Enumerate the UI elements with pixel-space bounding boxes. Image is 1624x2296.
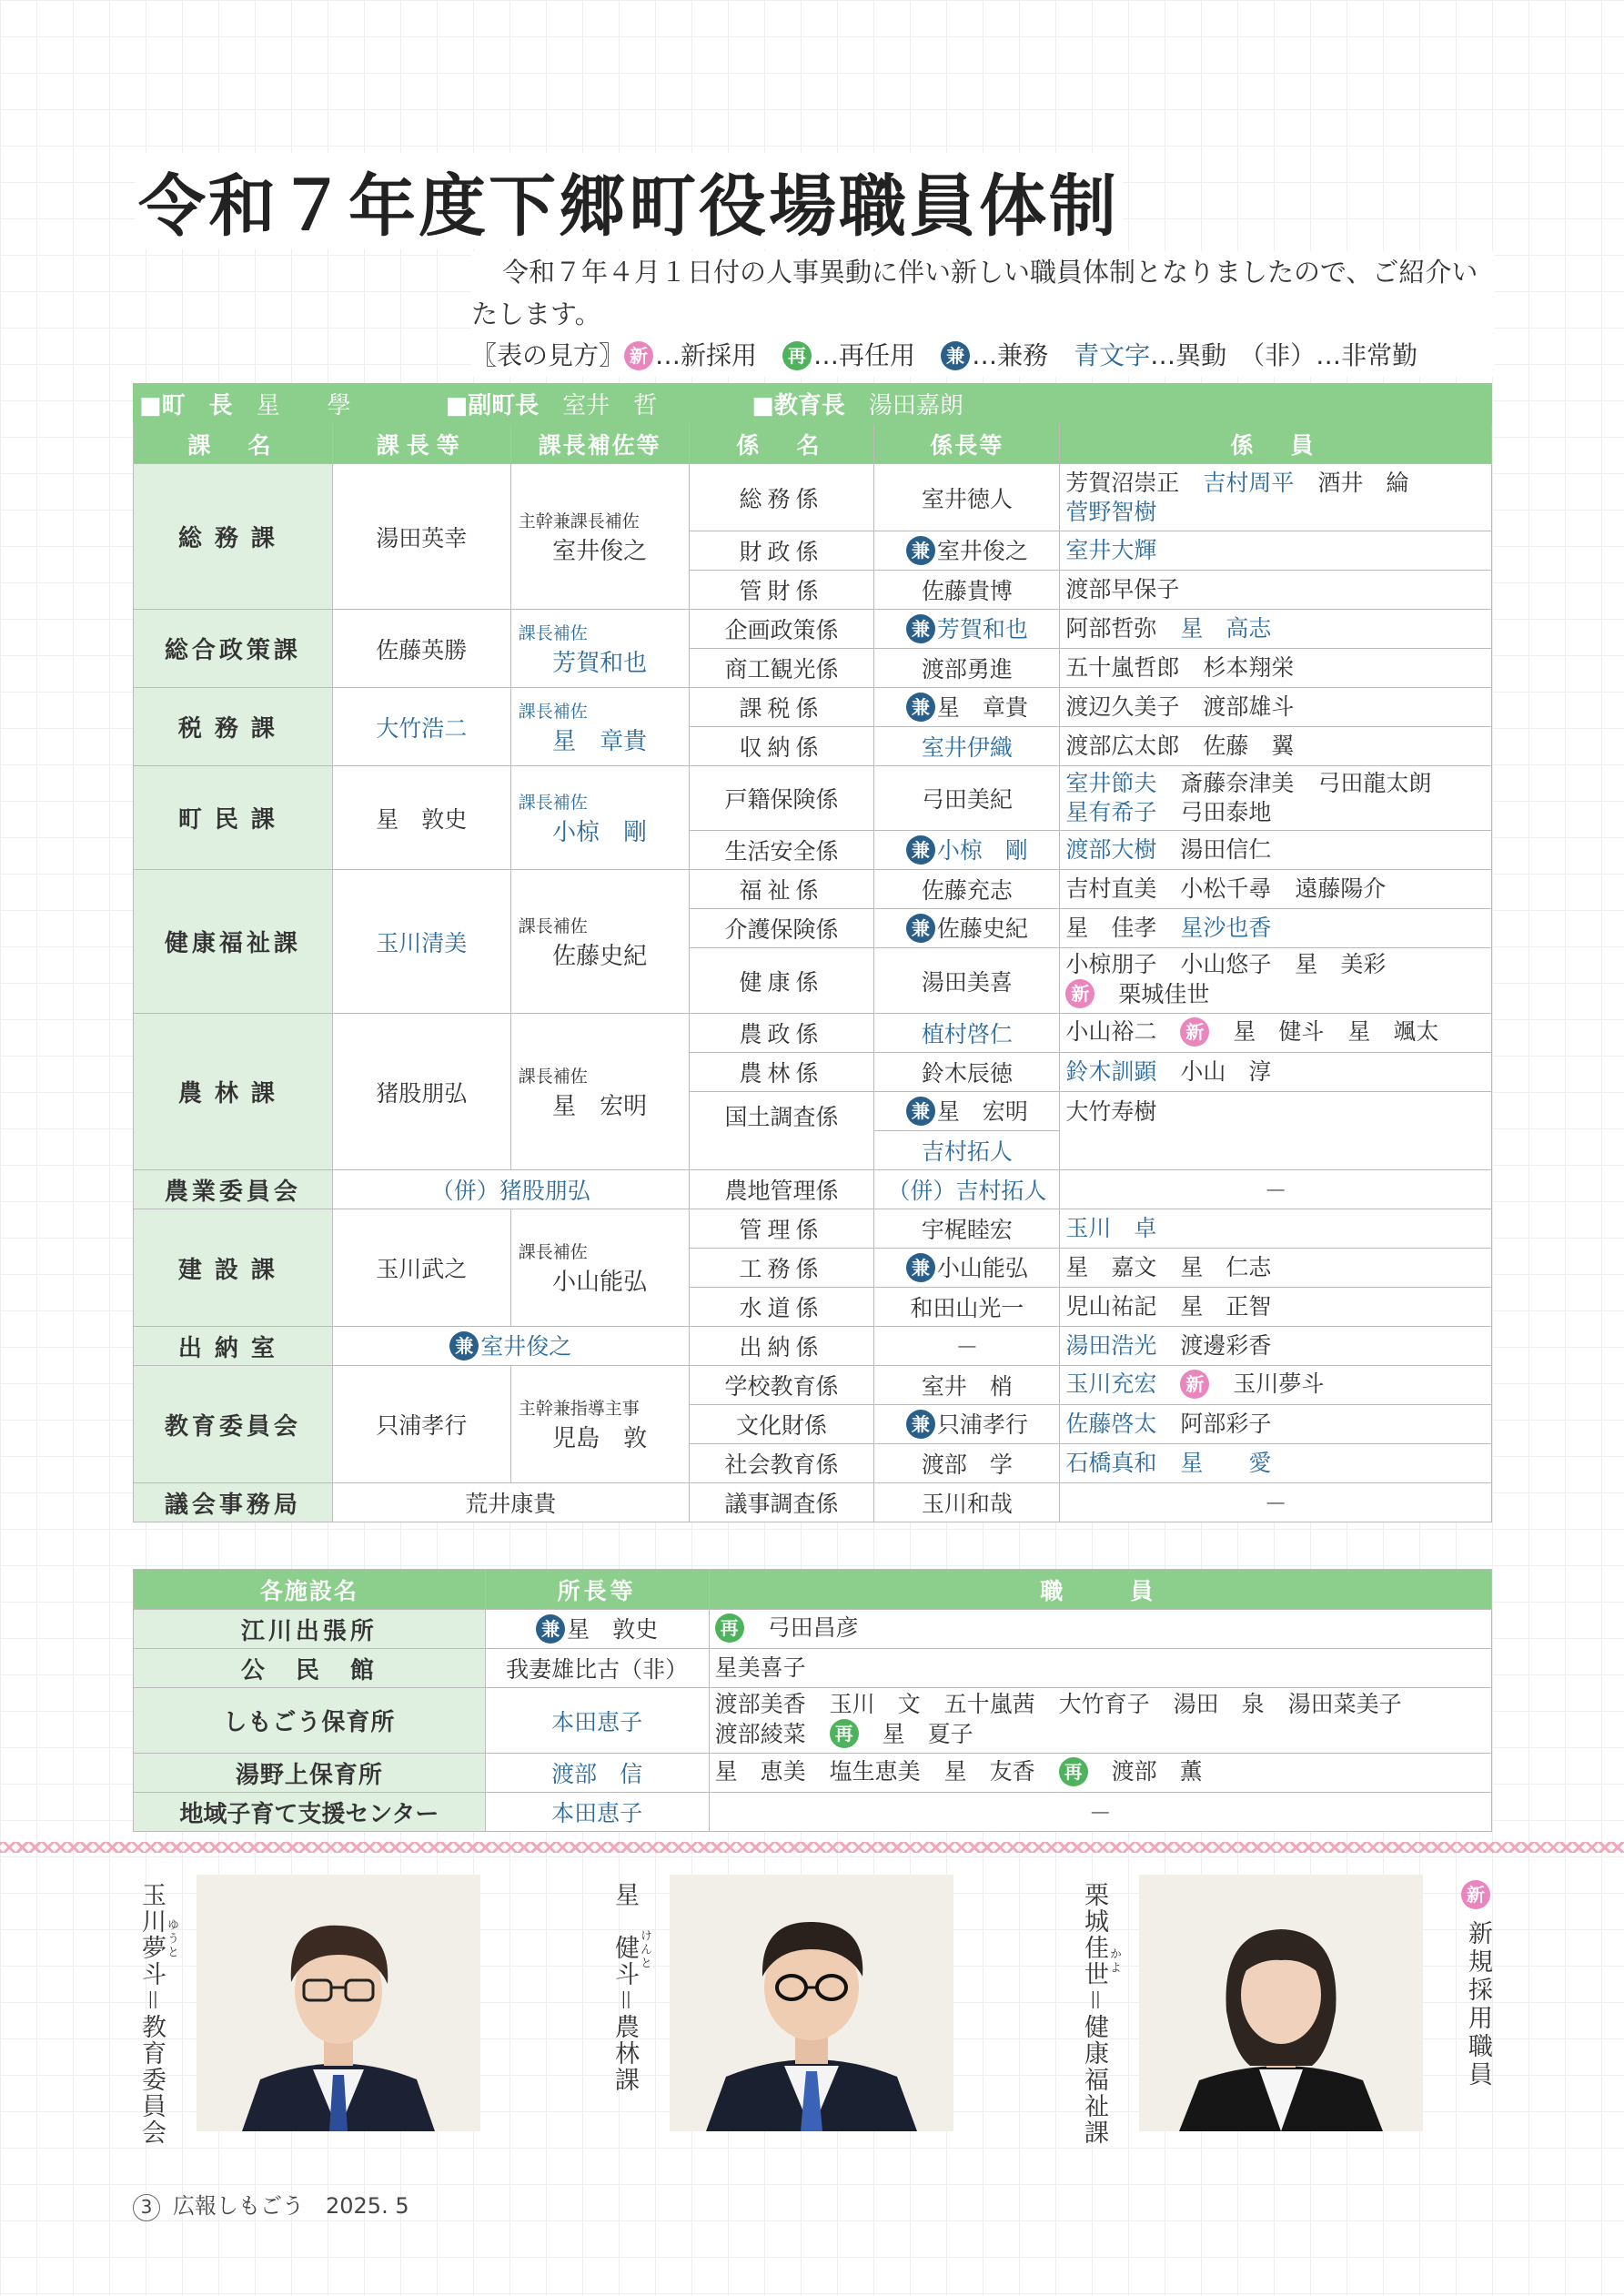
dept-cell: 農林課 <box>134 1014 333 1170</box>
assistant-name: 星 章貴 <box>552 727 648 755</box>
member: 菅野智樹 <box>1065 498 1157 525</box>
members-cell <box>1060 870 1492 909</box>
member: 渡邊彩香 <box>1180 1332 1272 1359</box>
section-chief-cell: 室井徳人 <box>874 464 1060 531</box>
section-cell: 農地管理係 <box>689 1170 874 1209</box>
section-cell: 管財係 <box>689 571 874 610</box>
member: 吉村直美 <box>1065 875 1157 902</box>
section-cell: 農林係 <box>689 1053 874 1092</box>
section-chief-cell: 渡部 学 <box>874 1444 1060 1483</box>
superintendent-name: 湯田嘉朗 <box>868 392 963 420</box>
assistant-cell <box>510 610 689 688</box>
assistant-title: 主幹兼課長補佐 <box>518 511 640 531</box>
chief-cell: 湯田英幸 <box>332 464 510 610</box>
member: 星美喜子 <box>714 1654 806 1681</box>
member: 弓田泰地 <box>1180 799 1272 825</box>
members-cell <box>1060 1288 1492 1327</box>
member: 芳賀沼崇正 <box>1065 469 1180 496</box>
section-cell: 課税係 <box>689 688 874 727</box>
section-chief-cell <box>874 688 1060 727</box>
section-chief-cell <box>874 1405 1060 1444</box>
chief-cell: （併）猪股朋弘 <box>332 1170 689 1209</box>
vice-mayor-name: 室井 哲 <box>562 392 658 420</box>
section-cell: 財政係 <box>689 531 874 571</box>
chief-name: 室井俊之 <box>480 1332 572 1360</box>
table-header <box>134 424 1492 464</box>
assistant-name: 児島 敦 <box>552 1425 648 1452</box>
section-chief-cell: 佐藤貴博 <box>874 571 1060 610</box>
member: 渡部大樹 <box>1065 836 1157 863</box>
concurrent-badge-icon: 兼 <box>449 1331 479 1360</box>
members-cell <box>1060 571 1492 610</box>
member: 小松千尋 <box>1180 875 1272 902</box>
header-section: 係 名 <box>689 424 874 464</box>
assistant-title: 課長補佐 <box>518 792 588 813</box>
member: 渡部綾菜 <box>714 1720 806 1747</box>
member: 星 佳孝 <box>1065 915 1157 941</box>
facility-name: 地域子育て支援センター <box>134 1793 486 1832</box>
member: 湯田浩光 <box>1065 1332 1157 1359</box>
table-row <box>134 1649 1492 1688</box>
member: 玉川夢斗 <box>1233 1371 1325 1397</box>
facility-name: 公 民 館 <box>134 1649 486 1688</box>
section-chief-cell: 和田山光一 <box>874 1288 1060 1327</box>
section-chief-cell <box>874 610 1060 649</box>
member: 湯田菜美子 <box>1287 1691 1402 1717</box>
caption-text: 玉川夢斗＝教育委員会 <box>137 1882 166 2146</box>
assistant-name: 室井俊之 <box>552 537 648 565</box>
section-chief-cell <box>874 1092 1060 1131</box>
assistant-name: 芳賀和也 <box>552 649 648 677</box>
dept-cell: 税務課 <box>134 688 333 766</box>
section-chief-cell: 玉川和哉 <box>874 1483 1060 1522</box>
ruby-text: けんと <box>638 1929 651 1970</box>
member: 玉川充宏 <box>1065 1371 1157 1397</box>
legend-new: …新採用 <box>655 340 758 370</box>
members-cell <box>1060 1366 1492 1405</box>
member: 渡部早保子 <box>1065 576 1180 602</box>
new-badge-icon: 新 <box>1180 1370 1209 1399</box>
new-badge-icon: 新 <box>624 341 653 370</box>
facility-head: 本田恵子 <box>485 1688 709 1754</box>
header-section-chief: 係長等 <box>874 424 1060 464</box>
members-cell <box>1060 688 1492 727</box>
members-cell <box>1060 531 1492 571</box>
members-cell <box>1060 649 1492 688</box>
member: 鈴木訓顕 <box>1065 1058 1157 1085</box>
members-cell: － <box>1060 1483 1492 1522</box>
member: 湯田 泉 <box>1173 1691 1265 1717</box>
rehire-badge-icon: 再 <box>715 1613 744 1643</box>
page-number: 3 <box>133 2194 160 2221</box>
section-cell: 水道係 <box>689 1288 874 1327</box>
member: 星 正智 <box>1180 1293 1272 1320</box>
section-cell: 議事調査係 <box>689 1483 874 1522</box>
members-cell <box>1060 909 1492 948</box>
new-badge-icon: 新 <box>1065 979 1094 1008</box>
intro <box>471 251 1495 377</box>
table-row <box>134 1209 1492 1249</box>
members-cell <box>1060 1327 1492 1366</box>
head-name: 星 敦史 <box>567 1615 659 1643</box>
section-cell: 商工観光係 <box>689 649 874 688</box>
members-cell <box>1060 948 1492 1014</box>
chief-name: 小椋 剛 <box>936 836 1028 864</box>
staff-ruby-3 <box>1106 1947 1121 1975</box>
members-cell: － <box>1060 1170 1492 1209</box>
table-row <box>134 870 1492 909</box>
section-cell: 福祉係 <box>689 870 874 909</box>
member: 湯田信仁 <box>1180 836 1272 863</box>
assistant-title: 主幹兼指導主事 <box>518 1399 640 1419</box>
chief-cell: 玉川清美 <box>332 870 510 1014</box>
section-chief-cell: 室井 梢 <box>874 1366 1060 1405</box>
chief-cell: 星 敦史 <box>332 766 510 870</box>
table-row <box>134 1366 1492 1405</box>
assistant-cell <box>510 464 689 610</box>
page-title: 令和７年度下郷町役場職員体制 <box>135 153 1123 249</box>
header-members: 係 員 <box>1060 424 1492 464</box>
chief-name: 室井俊之 <box>936 537 1028 564</box>
chief-cell: 佐藤英勝 <box>332 610 510 688</box>
footer <box>133 2188 409 2221</box>
assistant-name: 佐藤史紀 <box>552 942 648 970</box>
section-cell: 社会教育係 <box>689 1444 874 1483</box>
dept-cell: 町民課 <box>134 766 333 870</box>
table-row <box>134 1610 1492 1649</box>
section-cell: 健康係 <box>689 948 874 1014</box>
member: 星有希子 <box>1065 799 1157 825</box>
section-chief-cell <box>874 831 1060 870</box>
section-chief-cell: 鈴木辰徳 <box>874 1053 1060 1092</box>
assistant-cell <box>510 870 689 1014</box>
member: 五十嵐茜 <box>943 1691 1035 1717</box>
member: 佐藤啓太 <box>1065 1411 1157 1437</box>
assistant-title: 課長補佐 <box>518 915 588 936</box>
vice-mayor-label: ■副町長 <box>445 392 540 420</box>
section-cell: 工務係 <box>689 1249 874 1288</box>
member: 児山祐記 <box>1065 1293 1157 1320</box>
member: 星 愛 <box>1180 1450 1272 1476</box>
table-row <box>134 610 1492 649</box>
concurrent-badge-icon: 兼 <box>906 536 935 565</box>
assistant-title: 課長補佐 <box>518 1242 588 1262</box>
rehire-badge-icon: 再 <box>1059 1757 1088 1786</box>
table-row <box>134 1483 1492 1522</box>
person-photo-icon <box>197 1875 480 2131</box>
staff-photo-3 <box>1139 1875 1423 2131</box>
facilities-table <box>133 1569 1492 1832</box>
member: 星 高志 <box>1180 615 1272 642</box>
new-staff-caption-badge <box>1461 1880 1492 1912</box>
assistant-cell <box>510 1366 689 1483</box>
person-photo-icon <box>1139 1875 1423 2131</box>
member: 杉本翔栄 <box>1203 654 1295 681</box>
assistant-name: 小椋 剛 <box>552 818 648 846</box>
section-cell: 企画政策係 <box>689 610 874 649</box>
new-badge-icon: 新 <box>1180 1017 1209 1047</box>
chief-name: 佐藤史紀 <box>936 915 1028 942</box>
chief-cell: 荒井康貴 <box>332 1483 689 1522</box>
member: 弓田龍太朗 <box>1317 770 1432 796</box>
dept-cell: 教育委員会 <box>134 1366 333 1483</box>
members-cell <box>1060 1249 1492 1288</box>
dept-cell: 健康福祉課 <box>134 870 333 1014</box>
members-cell <box>1060 1053 1492 1092</box>
header-chief: 課長等 <box>332 424 510 464</box>
member: 室井節夫 <box>1065 770 1157 796</box>
members-cell <box>1060 766 1492 831</box>
dept-cell: 総合政策課 <box>134 610 333 688</box>
concurrent-badge-icon: 兼 <box>941 341 970 370</box>
header-head: 所長等 <box>485 1570 709 1610</box>
member: 渡部雄斗 <box>1203 693 1295 720</box>
member: 渡部美香 <box>714 1691 806 1717</box>
section-cell: 生活安全係 <box>689 831 874 870</box>
section-cell: 総務係 <box>689 464 874 531</box>
legend <box>471 335 1495 377</box>
header-assistant: 課長補佐等 <box>510 424 689 464</box>
assistant-name: 小山能弘 <box>552 1269 648 1296</box>
chief-cell: 猪股朋弘 <box>332 1014 510 1170</box>
facility-staff <box>709 1754 1491 1793</box>
section-cell: 戸籍保険係 <box>689 766 874 831</box>
ruby-text: ゆうと <box>165 1918 178 1959</box>
section-chief-cell: 佐藤充志 <box>874 870 1060 909</box>
mayor-name: 星 學 <box>256 392 351 420</box>
facility-head <box>485 1610 709 1649</box>
section-cell: 介護保険係 <box>689 909 874 948</box>
facility-staff <box>709 1610 1491 1649</box>
chief-cell: 只浦孝行 <box>332 1366 510 1483</box>
table-row <box>134 464 1492 531</box>
member: 玉川 卓 <box>1065 1215 1157 1241</box>
chief-cell: 玉川武之 <box>332 1209 510 1327</box>
assistant-title: 課長補佐 <box>518 622 588 643</box>
dept-cell: 建設課 <box>134 1209 333 1327</box>
header-dept: 課 名 <box>134 424 333 464</box>
member: 星 嘉文 <box>1065 1254 1157 1280</box>
member: 渡辺久美子 <box>1065 693 1180 720</box>
members-cell <box>1060 464 1492 531</box>
assistant-name: 星 宏明 <box>552 1092 648 1120</box>
member: 星 恵美 <box>714 1758 806 1785</box>
zigzag-divider <box>0 1842 1624 1853</box>
chief-name: 小山能弘 <box>936 1254 1028 1281</box>
staff-caption-3 <box>1079 1882 1108 2146</box>
caption-text: 星 健斗＝農林課 <box>610 1882 639 2093</box>
assistant-cell <box>510 688 689 766</box>
member: 星 仁志 <box>1180 1254 1272 1280</box>
members-cell <box>1060 1092 1492 1170</box>
legend-concurrent: …兼務 <box>972 340 1049 370</box>
facility-name: 江川出張所 <box>134 1610 486 1649</box>
section-chief-cell: 湯田美喜 <box>874 948 1060 1014</box>
section-chief-cell <box>874 531 1060 571</box>
section-chief-cell: 室井伊織 <box>874 727 1060 766</box>
header-facility: 各施設名 <box>134 1570 486 1610</box>
concurrent-badge-icon: 兼 <box>906 914 935 943</box>
members-cell <box>1060 1209 1492 1249</box>
staff-photo-2 <box>670 1875 953 2131</box>
members-cell <box>1060 610 1492 649</box>
section-cell: 文化財係 <box>689 1405 874 1444</box>
section-chief-cell: 吉村拓人 <box>874 1131 1060 1170</box>
section-cell: 出納係 <box>689 1327 874 1366</box>
member: 渡部 薫 <box>1111 1758 1203 1785</box>
chief-name: 星 章貴 <box>936 693 1028 721</box>
legend-parttime: （非）…非常勤 <box>1252 340 1418 370</box>
staff-caption-2 <box>610 1882 639 2093</box>
table-row <box>134 1170 1492 1209</box>
assistant-cell <box>510 1209 689 1327</box>
rehire-badge-icon: 再 <box>830 1719 859 1748</box>
member: 星 健斗 <box>1233 1018 1325 1045</box>
concurrent-badge-icon: 兼 <box>906 1253 935 1282</box>
members-cell <box>1060 1444 1492 1483</box>
member: 大竹寿樹 <box>1065 1098 1157 1125</box>
legend-blue: 青文字 <box>1074 340 1151 370</box>
leadership-row <box>134 384 1492 424</box>
section-cell: 農政係 <box>689 1014 874 1053</box>
member: 石橋真和 <box>1065 1450 1157 1476</box>
table-row <box>134 688 1492 727</box>
dept-cell: 出納室 <box>134 1327 333 1366</box>
legend-move: …異動 <box>1150 340 1227 370</box>
table-row <box>134 766 1492 831</box>
section-chief-cell: 宇梶睦宏 <box>874 1209 1060 1249</box>
member: 吉村周平 <box>1203 469 1295 496</box>
member: 阿部哲弥 <box>1065 615 1157 642</box>
members-cell <box>1060 1405 1492 1444</box>
ruby-text: かよ <box>1107 1947 1121 1975</box>
member: 小椋朋子 <box>1065 951 1157 977</box>
member: 星 美彩 <box>1295 951 1387 977</box>
section-chief-cell <box>874 1249 1060 1288</box>
chief-cell <box>332 1327 689 1366</box>
chief-name: 只浦孝行 <box>936 1411 1028 1438</box>
footer-text: 広報しもごう 2025. 5 <box>173 2193 409 2219</box>
facility-staff <box>709 1649 1491 1688</box>
section-chief-cell <box>874 909 1060 948</box>
header-staff: 職 員 <box>709 1570 1491 1610</box>
facility-head: 渡部 信 <box>485 1754 709 1793</box>
assistant-cell <box>510 1014 689 1170</box>
concurrent-badge-icon: 兼 <box>906 693 935 722</box>
member: 栗城佳世 <box>1118 980 1210 1007</box>
member: 大竹育子 <box>1058 1691 1150 1717</box>
legend-rehire: …再任用 <box>813 340 916 370</box>
member: 佐藤 翼 <box>1203 733 1295 759</box>
section-chief-cell: － <box>874 1327 1060 1366</box>
member: 阿部彩子 <box>1180 1411 1272 1437</box>
assistant-title: 課長補佐 <box>518 701 588 722</box>
legend-open: 〖表の見方〗 <box>471 340 625 370</box>
section-chief-cell: 植村啓仁 <box>874 1014 1060 1053</box>
member: 渡部広太郎 <box>1065 733 1180 759</box>
members-cell <box>1060 1014 1492 1053</box>
facility-name: しもごう保育所 <box>134 1688 486 1754</box>
member: 玉川 文 <box>829 1691 921 1717</box>
person-photo-icon <box>670 1875 953 2131</box>
member: 星 友香 <box>943 1758 1035 1785</box>
member: 遠藤陽介 <box>1295 875 1387 902</box>
new-staff-caption <box>1463 1920 1492 2089</box>
dept-cell: 議会事務局 <box>134 1483 333 1522</box>
member: 星 颯太 <box>1347 1018 1439 1045</box>
facility-head: 我妻雄比古（非） <box>485 1649 709 1688</box>
staff-table <box>133 383 1492 1522</box>
table-row <box>134 1327 1492 1366</box>
section-cell: 管理係 <box>689 1209 874 1249</box>
section-cell: 国土調査係 <box>689 1092 874 1170</box>
facility-name: 湯野上保育所 <box>134 1754 486 1793</box>
table-row <box>134 1754 1492 1793</box>
section-chief-cell: （併）吉村拓人 <box>874 1170 1060 1209</box>
assistant-title: 課長補佐 <box>518 1066 588 1087</box>
mayor-label: ■町 長 <box>139 392 233 420</box>
section-chief-cell: 弓田美紀 <box>874 766 1060 831</box>
member: 小山 淳 <box>1180 1058 1272 1085</box>
member: 塩生恵美 <box>829 1758 921 1785</box>
member: 星 夏子 <box>882 1720 973 1747</box>
concurrent-badge-icon: 兼 <box>906 614 935 643</box>
member: 弓田昌彦 <box>767 1614 859 1641</box>
chief-name: 芳賀和也 <box>936 615 1028 642</box>
facility-staff: － <box>709 1793 1491 1832</box>
table-row <box>134 1793 1492 1832</box>
chief-cell: 大竹浩二 <box>332 688 510 766</box>
member: 斎藤奈津美 <box>1180 770 1295 796</box>
concurrent-badge-icon: 兼 <box>536 1614 565 1644</box>
concurrent-badge-icon: 兼 <box>906 835 935 865</box>
table-row <box>134 1688 1492 1754</box>
members-cell <box>1060 727 1492 766</box>
dept-cell: 総務課 <box>134 464 333 610</box>
assistant-cell <box>510 766 689 870</box>
concurrent-badge-icon: 兼 <box>906 1410 935 1439</box>
member: 五十嵐哲郎 <box>1065 654 1180 681</box>
superintendent-label: ■教育長 <box>751 392 845 420</box>
member: 星沙也香 <box>1180 915 1272 941</box>
concurrent-badge-icon: 兼 <box>906 1097 935 1126</box>
staff-ruby-2 <box>637 1929 651 1970</box>
member: 小山悠子 <box>1180 951 1272 977</box>
new-badge-icon: 新 <box>1461 1880 1490 1909</box>
section-chief-cell: 渡部勇進 <box>874 649 1060 688</box>
member: 酒井 綸 <box>1317 469 1409 496</box>
facility-head: 本田恵子 <box>485 1793 709 1832</box>
member: 小山裕二 <box>1065 1018 1157 1045</box>
facility-staff <box>709 1688 1491 1754</box>
members-cell <box>1060 831 1492 870</box>
table-row <box>134 1014 1492 1053</box>
staff-ruby-1 <box>164 1918 178 1959</box>
chief-name: 星 宏明 <box>936 1097 1028 1125</box>
rehire-badge-icon: 再 <box>782 341 812 370</box>
caption-text: 栗城佳世＝健康福祉課 <box>1080 1882 1108 2146</box>
staff-caption-1 <box>136 1882 166 2146</box>
staff-photo-1 <box>197 1875 480 2131</box>
caption-text: 新規採用職員 <box>1464 1920 1492 2089</box>
dept-cell: 農業委員会 <box>134 1170 333 1209</box>
table-header <box>134 1570 1492 1610</box>
section-cell: 学校教育係 <box>689 1366 874 1405</box>
section-cell: 収納係 <box>689 727 874 766</box>
member: 室井大輝 <box>1065 537 1157 563</box>
intro-text: 令和７年４月１日付の人事異動に伴い新しい職員体制となりましたので、ご紹介いたします。 <box>471 257 1478 329</box>
